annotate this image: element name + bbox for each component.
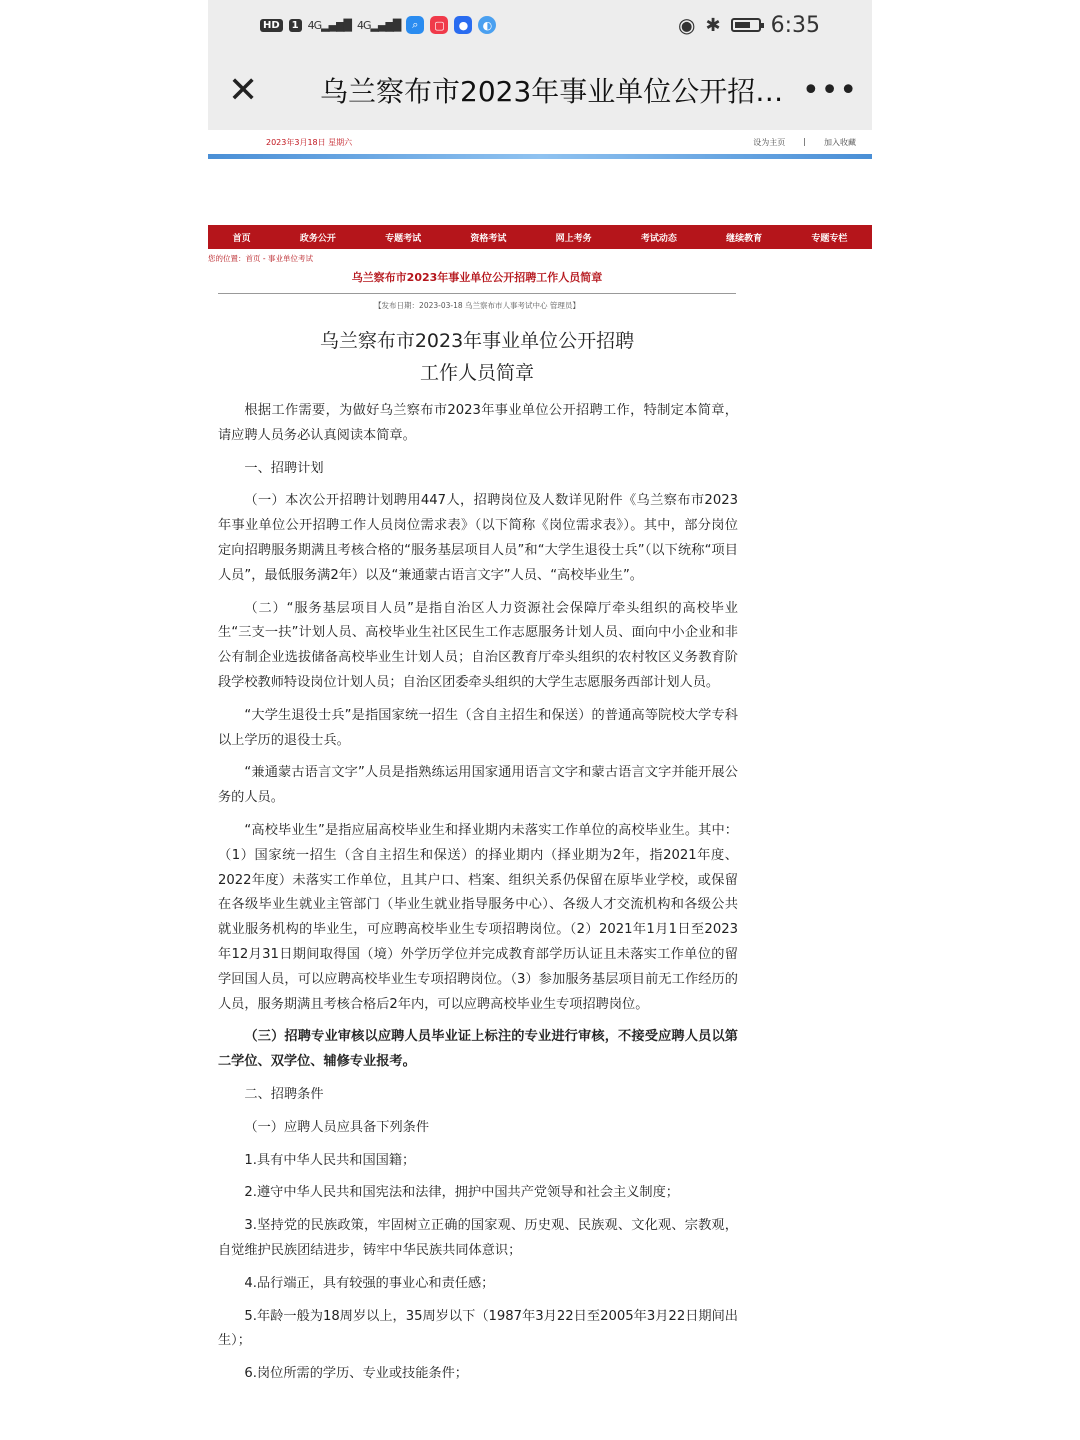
nav-special-exams[interactable]: 专题考试 (385, 233, 422, 244)
document-title-line2: 工作人员简章 (419, 362, 534, 384)
section-heading: 二、招聘条件 (244, 1086, 324, 1102)
page-title: 乌兰察布市2023年事业单位公开招… (320, 75, 784, 108)
bulb-app-icon: ● (454, 16, 472, 34)
paragraph: “大学生退役士兵”是指国家统一招生（含自主招生和保送）的普通高等院校大学专科以上学历的退役士兵。 (218, 707, 738, 748)
paragraph: （二）“服务基层项目人员”是指自治区人力资源社会保障厅牵头组织的高校毕业生“三支一扶”计划人员、高校毕业生社区民生工作志愿服务计划人员、面向中小企业和非公有制企业选拔储备高校毕业生计划人员；自治区教育厅牵头组织的农村牧区义务教育阶段学校教师特设岗位计划人员；自治区团委牵头组织的大学生志愿服务西部计划人员。 (218, 600, 738, 690)
close-icon[interactable]: ✕ (228, 69, 259, 111)
site-date: 2023年3月18日 星期六 (266, 137, 353, 147)
nav-home[interactable]: 首页 (232, 233, 251, 244)
status-left (260, 16, 496, 34)
more-menu-icon[interactable]: ••• (802, 72, 859, 108)
paragraph-bold: （三）招聘专业审核以应聘人员毕业证上标注的专业进行审核，不接受应聘人员以第二学位、双学位、辅修专业报考。 (218, 1029, 738, 1070)
site-top-links (753, 137, 856, 148)
subsection-heading: （一）应聘人员应具备下列条件 (244, 1119, 430, 1135)
breadcrumb: 您的位置：首页 - 事业单位考试 (208, 254, 313, 263)
nav-gov-affairs[interactable]: 政务公开 (299, 233, 336, 244)
nav-continuing-education[interactable]: 继续教育 (726, 233, 763, 244)
article-meta: 【发布日期：2023-03-18 乌兰察布市人事考试中心 管理员】 (374, 301, 580, 310)
signal-icon: 4G▂▄▆█ (307, 18, 352, 32)
signal-1-label: 4G (307, 18, 322, 32)
title-divider (218, 293, 736, 294)
browser-titlebar (208, 50, 872, 130)
link-divider: | (803, 136, 806, 146)
set-home-link[interactable]: 设为主页 (753, 137, 786, 147)
paragraph: 根据工作需要，为做好乌兰察布市2023年事业单位公开招聘工作，特制定本简章，请应聘人员务必认真阅读本简章。 (218, 403, 738, 443)
message-app-icon: ▢ (430, 16, 448, 34)
add-favorite-link[interactable]: 加入收藏 (824, 137, 856, 147)
search-app-icon: ⌕ (406, 16, 424, 34)
browser-app-icon: ◐ (478, 16, 496, 34)
status-bar (208, 0, 872, 50)
hd-badge: HD (260, 19, 283, 32)
condition-item: 4.品行端正，具有较强的事业心和责任感； (244, 1275, 495, 1291)
condition-item: 6.岗位所需的学历、专业或技能条件； (244, 1366, 468, 1382)
document-body (218, 399, 738, 1387)
paragraph: “高校毕业生”是指应届高校毕业生和择业期内未落实工作单位的高校毕业生。其中：（1）国家统一招生（含自主招生和保送）的择业期内（择业期为2年，指2021年度、2022年度）未落实工作单位，且其户口、档案、组织关系仍保留在原毕业学校，或保留在各级毕业生就业主管部门（毕业生就业指导服务中心）、各级人才交流机构和各级公共就业服务机构的毕业生，可应聘高校毕业生专项招聘岗位。（2）2021年1月1日至2023年12月31日期间取得国（境）外学历学位并完成教育部学历认证且未落实工作单位的留学回国人员，可以应聘高校毕业生专项招聘岗位。（3）参加服务基层项目前无工作经历的人员，服务期满且考核合格后2年内，可以应聘高校毕业生专项招聘岗位。 (218, 822, 738, 1012)
eye-icon: ◉ (678, 13, 696, 37)
nav-exam-news[interactable]: 考试动态 (640, 233, 677, 244)
bluetooth-icon: ✱ (705, 14, 721, 36)
nav-special-topics[interactable]: 专题专栏 (811, 233, 848, 244)
battery-icon (731, 18, 761, 32)
document-title (208, 325, 746, 389)
phone-screen (208, 0, 872, 1440)
signal-icon: 4G▂▄▆█ (357, 18, 401, 32)
condition-item: 2.遵守中华人民共和国宪法和法律，拥护中国共产党领导和社会主义制度； (244, 1185, 679, 1201)
site-top-strip (208, 130, 872, 154)
section-heading: 一、招聘计划 (244, 460, 324, 476)
status-right (678, 13, 820, 38)
paragraph: （一）本次公开招聘计划聘用447人，招聘岗位及人数详见附件《乌兰察布市2023年事业单位公开招聘工作人员岗位需求表》（以下简称《岗位需求表》）。其中，部分岗位定向招聘服务期满且考核合格的“服务基层项目人员”和“大学生退役士兵”（以下统称“项目人员”，最低服务满2年）以及“兼通蒙古语言文字”人员、“高校毕业生”。 (218, 493, 738, 583)
document-title-line1: 乌兰察布市2023年事业单位公开招聘 (319, 330, 635, 352)
nav-qualification-exams[interactable]: 资格考试 (470, 233, 507, 244)
nav-online-affairs[interactable]: 网上考务 (555, 233, 592, 244)
paragraph: “兼通蒙古语言文字”人员是指熟练运用国家通用语言文字和蒙古语言文字并能开展公务的人员。 (218, 765, 738, 806)
condition-item: 3.坚持党的民族政策，牢固树立正确的国家观、历史观、民族观、文化观、宗教观，自觉维护民族团结进步，铸牢中华民族共同体意识； (218, 1218, 738, 1258)
site-nav (208, 225, 872, 249)
condition-item: 1.具有中华人民共和国国籍； (244, 1152, 416, 1168)
signal-2-label: 4G (357, 18, 371, 32)
condition-item: 5.年龄一般为18周岁以上，35周岁以下（1987年3月22日至2005年3月22日期间出生）； (218, 1308, 738, 1349)
article-title: 乌兰察布市2023年事业单位公开招聘工作人员简章 (351, 271, 603, 284)
site-banner (208, 159, 872, 225)
clock: 6:35 (770, 12, 820, 38)
sim-badge: 1 (289, 19, 302, 32)
